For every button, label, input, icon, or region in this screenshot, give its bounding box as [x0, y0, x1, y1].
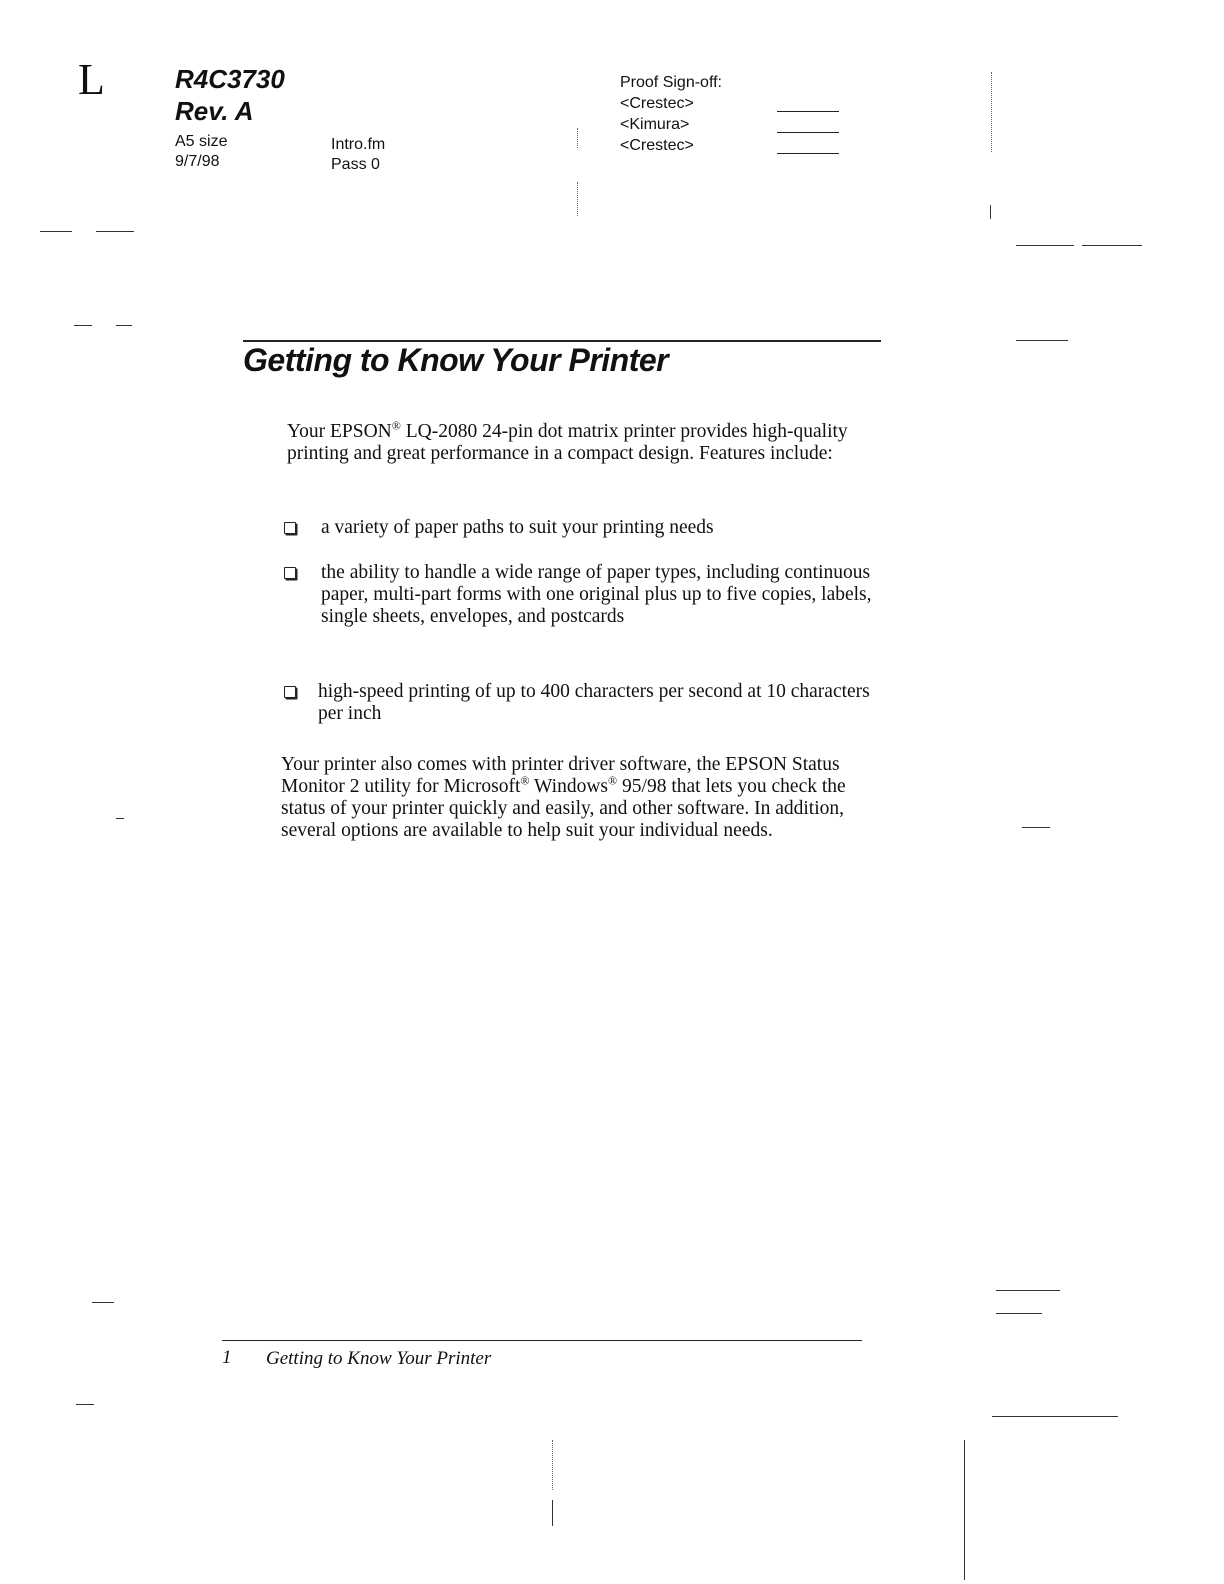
closing-text-end: 95/98 that lets you check the status of your printer quickly and easily, and other software. In addition, several options are available to help suit your individual needs. [281, 776, 846, 841]
crop-mark [96, 231, 134, 232]
crop-mark [992, 1416, 1118, 1417]
document-code: R4C3730 [175, 64, 285, 94]
crop-mark [1082, 245, 1142, 246]
intro-text-start: Your EPSON [287, 421, 392, 442]
crop-mark [40, 231, 72, 232]
crop-mark [996, 1313, 1042, 1314]
footer-rule [222, 1340, 862, 1341]
crop-mark [1016, 340, 1068, 341]
crop-mark [76, 1404, 94, 1405]
running-footer-title: Getting to Know Your Printer [266, 1348, 492, 1369]
signature-line [777, 111, 839, 112]
feature-text: a variety of paper paths to suit your printing needs [321, 517, 714, 538]
feature-text: high-speed printing of up to 400 characters per second at 10 characters per inch [318, 681, 870, 724]
chapter-title: Getting to Know Your Printer [243, 342, 669, 378]
page-number: 1 [222, 1347, 232, 1368]
crop-mark [1022, 827, 1050, 828]
page-size-label: A5 size [175, 133, 228, 150]
signature-line [777, 153, 839, 154]
crop-mark [991, 72, 992, 152]
signature-line [777, 132, 839, 133]
closing-paragraph [281, 754, 871, 842]
closing-text-middle: Windows [529, 776, 609, 797]
proof-signoff-block [620, 72, 722, 156]
crop-mark [1016, 245, 1074, 246]
proof-signoff-label: Proof Sign-off: [620, 74, 722, 91]
crop-mark [116, 818, 124, 819]
crop-mark [552, 1500, 553, 1526]
proof-signer: <Crestec> [620, 137, 694, 154]
checkbox-bullet-icon [284, 567, 296, 579]
registered-mark: ® [520, 773, 530, 788]
document-date: 9/7/98 [175, 153, 220, 170]
feature-text: the ability to handle a wide range of paper types, including continuous paper, multi-part forms with one original plus up to five copies, labels, single sheets, envelopes, and postcards [321, 562, 872, 627]
crop-mark [577, 182, 578, 216]
closing-text-start: Your printer also comes with printer driver software, the EPSON Status Monitor 2 utility for Microsoft [281, 754, 840, 797]
crop-mark [577, 128, 578, 148]
crop-mark [116, 325, 132, 326]
pass-label: Pass 0 [331, 156, 380, 173]
crop-mark [92, 1302, 114, 1303]
registered-mark: ® [391, 418, 401, 433]
crop-mark [964, 1440, 965, 1580]
crop-mark [996, 1290, 1060, 1291]
side-letter: L [78, 55, 105, 104]
intro-paragraph [287, 418, 883, 465]
checkbox-bullet-icon [284, 686, 296, 698]
document-revision: Rev. A [175, 96, 254, 126]
registered-mark: ® [608, 773, 618, 788]
crop-mark [552, 1440, 553, 1490]
intro-text-end: LQ-2080 24-pin dot matrix printer provides high-quality printing and great performance in a compact design. Features include: [287, 421, 848, 464]
proof-signer: <Kimura> [620, 116, 690, 133]
proof-signer: <Crestec> [620, 95, 694, 112]
crop-mark [990, 205, 991, 219]
checkbox-bullet-icon [284, 522, 296, 534]
file-name: Intro.fm [331, 136, 386, 153]
crop-mark [74, 325, 92, 326]
